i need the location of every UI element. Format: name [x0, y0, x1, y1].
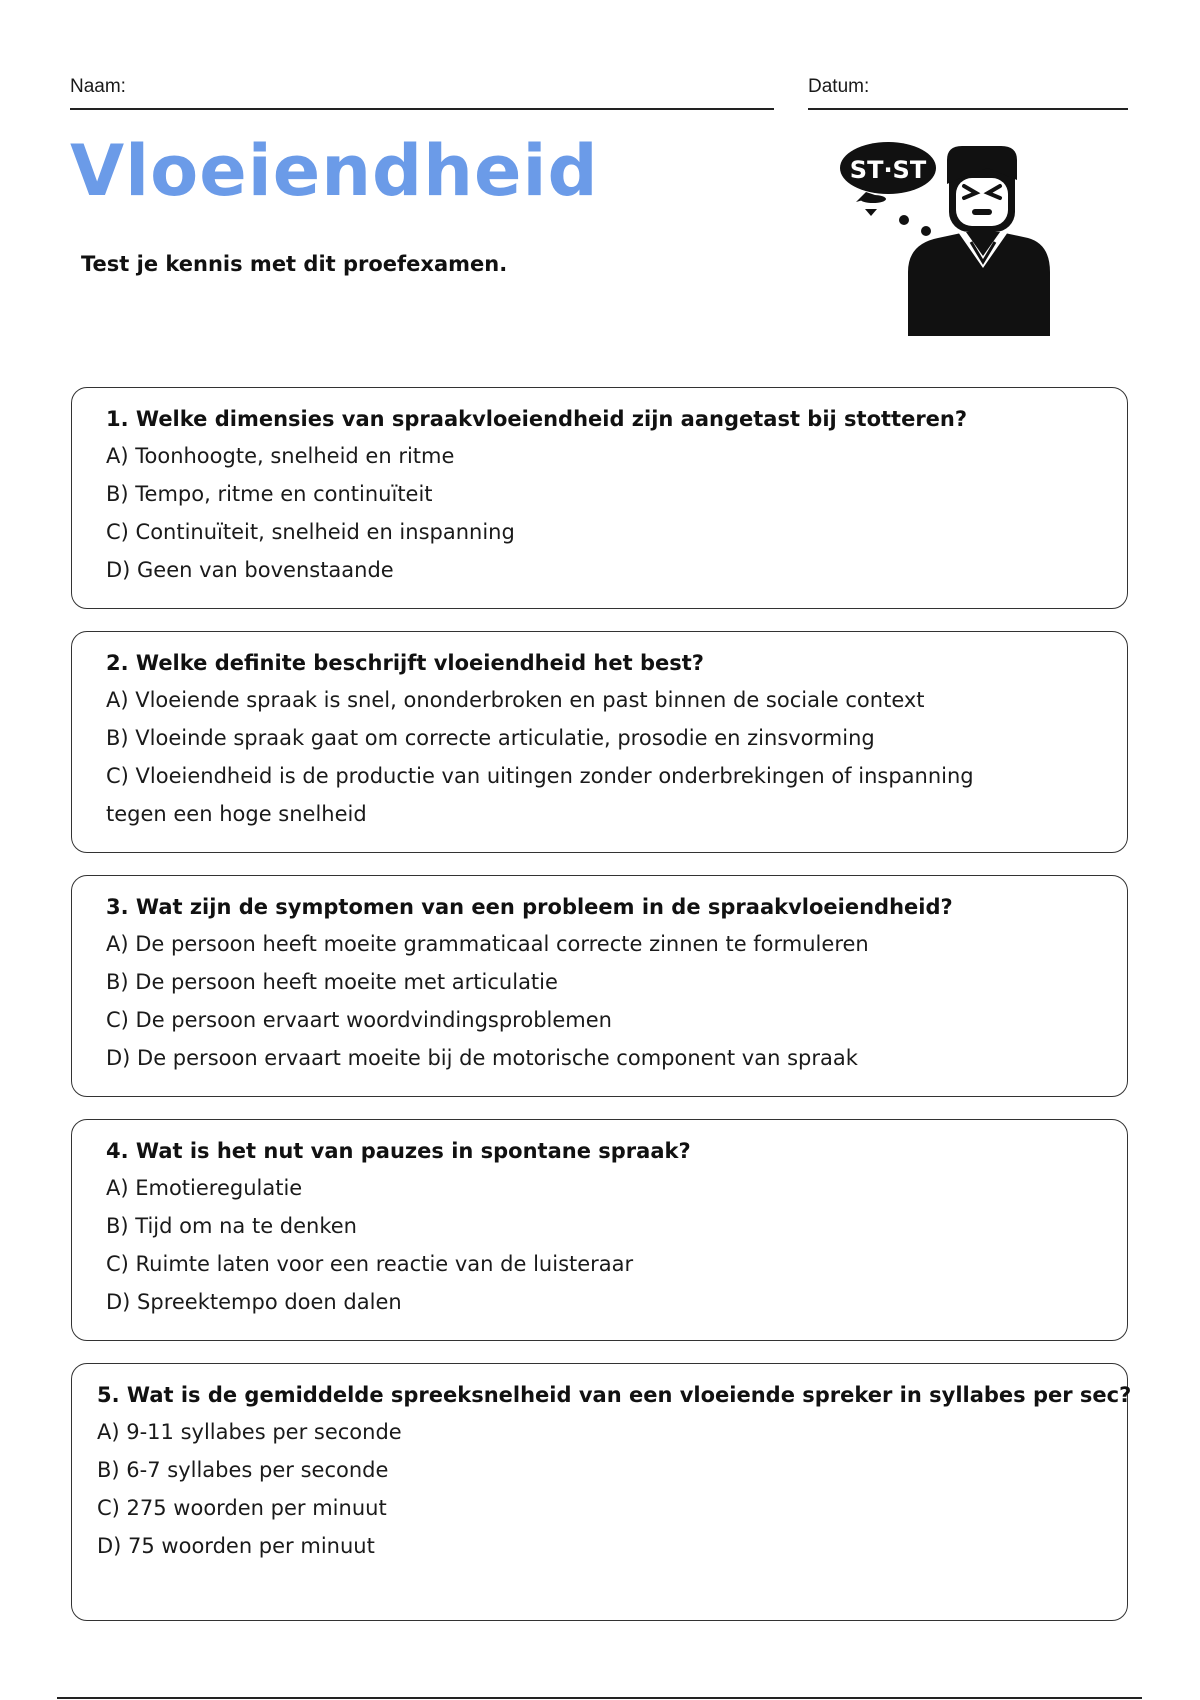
question-4-text: 4. Wat is het nut van pauzes in spontane spraak?: [106, 1139, 691, 1163]
question-2-option-c[interactable]: C) Vloeiendheid is de productie van uitingen zonder onderbrekingen of inspanning: [106, 764, 974, 788]
stuttering-person-icon: [838, 140, 1058, 340]
question-card-5: [71, 1363, 1132, 1621]
question-2-option-c-continued: tegen een hoge snelheid: [106, 802, 367, 826]
question-5-text: 5. Wat is de gemiddelde spreeksnelheid van een vloeiende spreker in syllabes per sec?: [97, 1383, 1132, 1407]
name-label: Naam:: [70, 76, 126, 97]
question-4-option-a[interactable]: A) Emotieregulatie: [106, 1176, 303, 1200]
question-card-3: [71, 875, 1128, 1097]
question-2-option-b[interactable]: B) Vloeinde spraak gaat om correcte articulatie, prosodie en zinsvorming: [106, 726, 875, 750]
question-2-text: 2. Welke definite beschrijft vloeiendheid het best?: [106, 651, 704, 675]
question-5-option-b[interactable]: B) 6-7 syllabes per seconde: [97, 1458, 389, 1482]
question-3-option-d[interactable]: D) De persoon ervaart moeite bij de motorische component van spraak: [106, 1046, 858, 1070]
question-5-option-a[interactable]: A) 9-11 syllabes per seconde: [97, 1420, 402, 1444]
bubble-text: ST·ST: [849, 156, 927, 184]
question-1-text: 1. Welke dimensies van spraakvloeiendheid zijn aangetast bij stotteren?: [106, 407, 968, 431]
question-5-option-d[interactable]: D) 75 woorden per minuut: [97, 1534, 375, 1558]
question-3-option-c[interactable]: C) De persoon ervaart woordvindingsproblemen: [106, 1008, 612, 1032]
question-card-2: [71, 631, 1128, 853]
question-5-option-c[interactable]: C) 275 woorden per minuut: [97, 1496, 387, 1520]
question-3-option-b[interactable]: B) De persoon heeft moeite met articulatie: [106, 970, 558, 994]
date-label: Datum:: [808, 76, 870, 97]
question-3-text: 3. Wat zijn de symptomen van een probleem in de spraakvloeiendheid?: [106, 895, 953, 919]
date-field-line[interactable]: [808, 108, 1128, 110]
question-card-4: [71, 1119, 1128, 1341]
name-field-line[interactable]: [70, 108, 774, 110]
page-bottom-divider: [57, 1697, 1142, 1699]
question-4-option-b[interactable]: B) Tijd om na te denken: [106, 1214, 357, 1238]
question-3-option-a[interactable]: A) De persoon heeft moeite grammaticaal correcte zinnen te formuleren: [106, 932, 869, 956]
question-card-1: [71, 387, 1128, 609]
question-1-option-a[interactable]: A) Toonhoogte, snelheid en ritme: [106, 444, 455, 468]
question-1-option-b[interactable]: B) Tempo, ritme en continuïteit: [106, 482, 433, 506]
page-title: Vloeiendheid: [70, 130, 599, 212]
page-subtitle: Test je kennis met dit proefexamen.: [81, 252, 508, 276]
question-1-option-c[interactable]: C) Continuïteit, snelheid en inspanning: [106, 520, 515, 544]
question-2-option-a[interactable]: A) Vloeiende spraak is snel, ononderbroken en past binnen de sociale context: [106, 688, 925, 712]
question-4-option-c[interactable]: C) Ruimte laten voor een reactie van de luisteraar: [106, 1252, 634, 1276]
question-4-option-d[interactable]: D) Spreektempo doen dalen: [106, 1290, 402, 1314]
question-1-option-d[interactable]: D) Geen van bovenstaande: [106, 558, 394, 582]
